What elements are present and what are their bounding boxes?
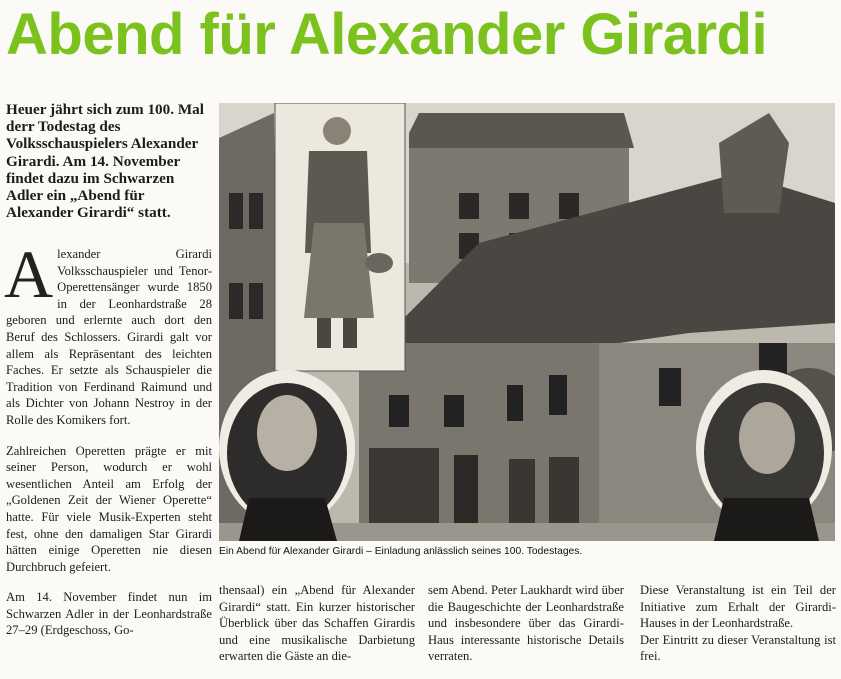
column-2-text: thensaal) ein „Abend für Alexander Girardi“ statt. Ein kurzer historischer Überblick über das Schaffen Girardis und eine musikalische Darbietung erwarten die Gäste an die- [219, 583, 415, 664]
article-column-4 [640, 582, 836, 665]
article-column-3 [428, 582, 624, 679]
drop-cap: A [4, 236, 54, 312]
paragraph-2: Zahlreichen Operetten prägte er mit seiner Person, wodurch er wohl wesentlichen Anteil am Erfolg der „Goldenen Zeit der Wiener Operette“ hatte. Für viele Musik-Experten steht fest, ohne den damaligen Star Girardi hätten einige Operetten nie diesen Durchbruch gefeiert. [6, 443, 212, 574]
column-4-paragraph-1: Diese Veranstaltung ist ein Teil der Initiative zum Erhalt der Girardi-Hauses in der Leonhardstraße. [640, 583, 836, 631]
article-photo-collage [219, 103, 835, 541]
column-4-paragraph-2: Der Eintritt zu dieser Veranstaltung ist frei. [640, 632, 836, 664]
photo-caption: Ein Abend für Alexander Girardi – Einladung anlässlich seines 100. Todestages. [219, 546, 583, 557]
article-column-2 [219, 582, 415, 679]
paragraph-1 [4, 236, 212, 429]
column-3-text: sem Abend. Peter Laukhardt wird über die Baugeschichte der Leonhardstraße und insbesondere über das Girardi-Haus interessante historische Details verraten. [428, 583, 624, 664]
article-column-1 [4, 236, 212, 653]
paragraph-1-text: lexander Girardi Volksschauspieler und Tenor-Operettensänger wurde 1850 in der Leonhardstraße 28 geboren und erlernte auch dort den Beruf des Schlossers. Girardi galt vor allem als Repräsentant des leichten Faches. Er setzte als Schauspieler die Tradition von Ferdinand Raimund und als Dichter von Johann Nestroy in der Rolle des Komikers fort. [6, 247, 212, 427]
article-headline: Abend für Alexander Girardi [6, 2, 768, 67]
article-lead: Heuer jährt sich zum 100. Mal derr Todestag des Volksschauspielers Alexander Girardi. Am 14. November findet dazu im Schwarzen Adler ein „Abend für Alexander Girardi“ statt. [6, 101, 204, 222]
paragraph-3: Am 14. November findet nun im Schwarzen Adler in der Leonhardstraße 27–29 (Erdgeschoss, Go- [6, 590, 212, 638]
